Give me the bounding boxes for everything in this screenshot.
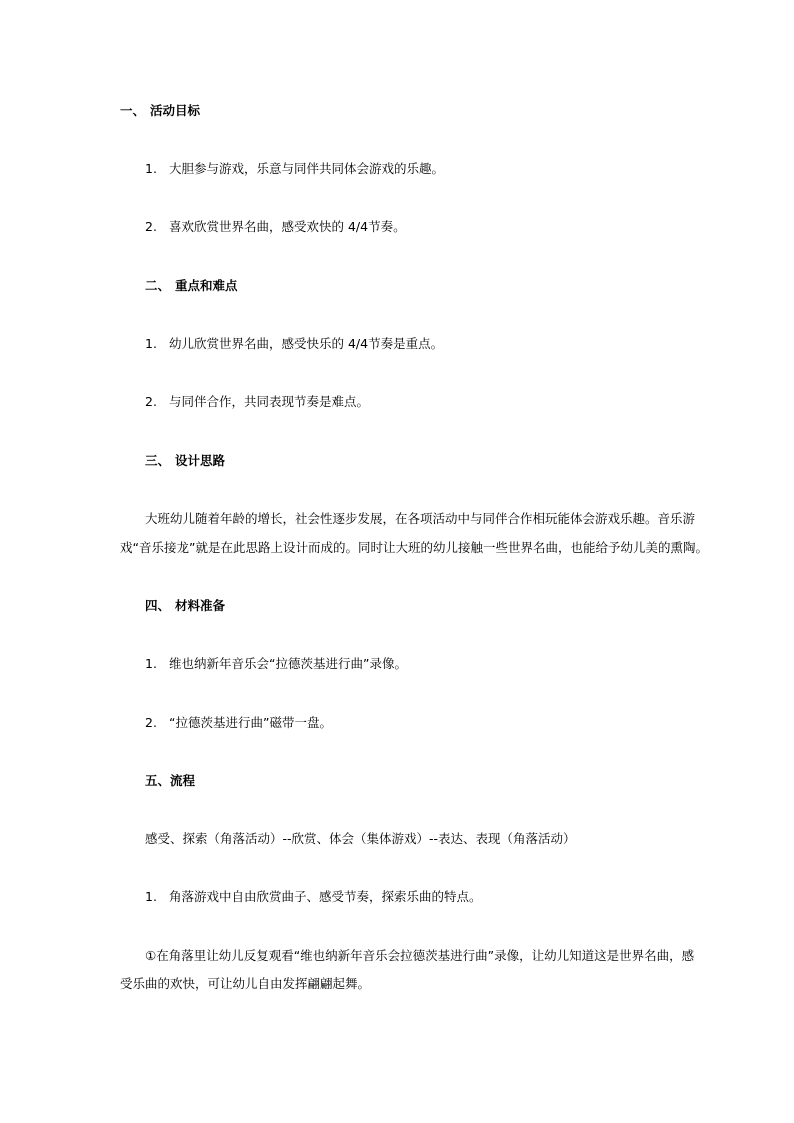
- section-4-item-2: [145, 715, 332, 731]
- section-5-paragraph-line-1: ①在角落里让幼儿反复观看“维也纳新年音乐会拉德茨基进行曲”录像，让幼儿知道这是世界名曲，感: [145, 948, 695, 963]
- item-number: 2.: [145, 715, 157, 730]
- section-1-item-2: [145, 219, 406, 235]
- section-5-item-1: [145, 889, 482, 905]
- section-5-flow: 感受、探索（角落活动）--欣赏、体会（集体游戏）--表达、表现（角落活动）: [145, 831, 576, 846]
- item-number: 1.: [145, 161, 157, 176]
- item-text: “拉德茨基进行曲”磁带一盘。: [169, 715, 332, 730]
- section-5-paragraph-line-2: 受乐曲的欢快，可让幼儿自由发挥翩翩起舞。: [120, 976, 371, 991]
- item-number: 1.: [145, 656, 157, 671]
- section-3-title: 设计思路: [175, 453, 226, 468]
- item-number: 1.: [145, 336, 157, 351]
- section-4-heading: [145, 598, 225, 614]
- section-4-title: 材料准备: [175, 598, 226, 613]
- section-3-paragraph-line-2: 戏“音乐接龙”就是在此思路上设计而成的。同时让大班的幼儿接触一些世界名曲，也能给予幼儿美的熏陶。: [120, 540, 708, 555]
- section-2-item-2: [145, 394, 369, 410]
- item-text: 幼儿欣赏世界名曲，感受快乐的 4/4节奏是重点。: [169, 336, 444, 351]
- section-2-number: 二、: [145, 278, 171, 293]
- item-number: 2.: [145, 394, 157, 409]
- section-2-heading: [145, 278, 238, 294]
- section-1-number: 一、: [120, 103, 146, 118]
- item-text: 喜欢欣赏世界名曲，感受欢快的 4/4节奏。: [169, 219, 406, 234]
- section-1-item-1: [145, 161, 444, 177]
- item-text: 与同伴合作，共同表现节奏是难点。: [169, 394, 370, 409]
- section-3-heading: [145, 453, 225, 469]
- item-number: 1.: [145, 889, 157, 904]
- section-2-item-1: [145, 336, 443, 352]
- section-4-item-1: [145, 656, 407, 672]
- section-3-number: 三、: [145, 453, 171, 468]
- section-3-paragraph-line-1: 大班幼儿随着年龄的增长，社会性逐步发展，在各项活动中与同伴合作相玩能体会游戏乐趣。音乐游: [145, 511, 696, 526]
- item-number: 2.: [145, 219, 157, 234]
- item-text: 角落游戏中自由欣赏曲子、感受节奏，探索乐曲的特点。: [169, 889, 482, 904]
- section-4-number: 四、: [145, 598, 171, 613]
- section-2-title: 重点和难点: [175, 278, 238, 293]
- section-5-heading: 五、流程: [145, 773, 196, 788]
- section-1-heading: [120, 103, 200, 119]
- item-text: 维也纳新年音乐会“拉德茨基进行曲”录像。: [169, 656, 407, 671]
- item-text: 大胆参与游戏，乐意与同伴共同体会游戏的乐趣。: [169, 161, 445, 176]
- section-1-title: 活动目标: [150, 103, 201, 118]
